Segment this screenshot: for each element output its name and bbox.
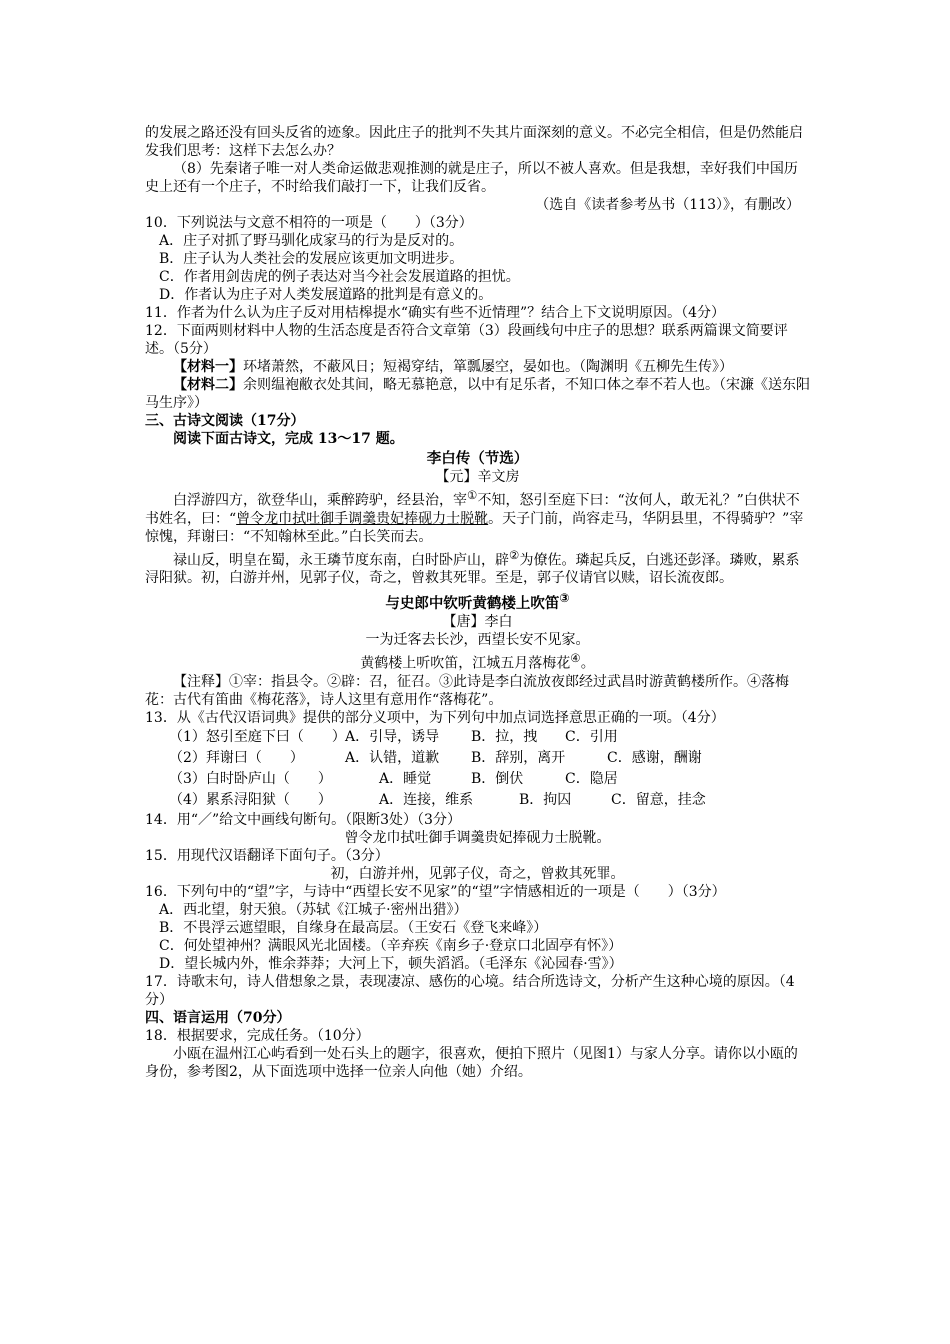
q13-item-2-option-a: A．认错，道歉 [345, 749, 440, 766]
q10-option-a: A．庄子对抓了野马驯化成家马的行为是反对的。 [159, 233, 464, 249]
q13-item-4-option-a: A．连接，维系 [379, 791, 474, 808]
section-3-heading: 三、古诗文阅读（17分） [145, 413, 305, 429]
poem-title [145, 589, 810, 613]
underlined-sentence: 曾令龙巾拭吐御手调羹贵妃捧砚力士脱靴 [236, 510, 489, 527]
footnote-marker-1: ① [467, 488, 478, 502]
q13-item-3-option-c: C．隐居 [565, 770, 618, 787]
exam-page [145, 124, 810, 1081]
section-3-instruction: 阅读下面古诗文，完成 13～17 题。 [173, 431, 404, 447]
q13-item-3-option-a: A．睡觉 [379, 770, 432, 787]
poem-notes: 【注释】①宰：指县令。②辟：召，征召。③此诗是李白流放夜郎经过武昌时游黄鹤楼所作。④落梅花：古代有笛曲《梅花落》，诗人这里有意用作“落梅花”。 [145, 673, 789, 708]
q10-option-c: C．作者用剑齿虎的例子表达对当今社会发展道路的担忧。 [159, 269, 520, 285]
q13-item-4 [145, 790, 810, 811]
q12-material-2 [145, 376, 810, 412]
q16-option-c: C．何处望神州？满眼风光北固楼。（辛弃疾《南乡子·登京口北固亭有怀》） [159, 937, 623, 954]
q13-item-2-question: （2）拜谢曰（ ） [169, 749, 304, 766]
q17-stem: 17．诗歌末句，诗人借想象之景，表现凄凉、感伤的心境。结合所选诗文，分析产生这种心境的原因。（4分） [145, 973, 795, 1008]
q10-stem: 10．下列说法与文意不相符的一项是（ ）（3分） [145, 215, 473, 231]
q14-stem: 14．用“／”给文中画线句断句。（限断3处）（3分） [145, 811, 461, 828]
poem-line-2-text: 黄鹤楼上听吹笛，江城五月落梅花 [360, 655, 571, 672]
poem-title-text: 与史郎中钦听黄鹤楼上吹笛 [385, 596, 560, 613]
q16-option-b: B．不畏浮云遮望眼，自缘身在最高层。（王安石《登飞来峰》） [159, 919, 548, 936]
q13-item-2-option-b: B．辞别，离开 [471, 749, 566, 766]
q10-option-d: D．作者认为庄子对人类发展道路的批判是有意义的。 [159, 287, 493, 303]
q14-sentence: 曾令龙巾拭吐御手调羹贵妃捧砚力士脱靴。 [344, 829, 611, 846]
passage-paragraph-8: （8）先秦诸子唯一对人类命运做悲观推测的就是庄子，所以不被人喜欢。但是我想，幸好我们中国历史上还有一个庄子，不时给我们敲打一下，让我们反省。 [145, 161, 798, 195]
material-2-text: 余则缊袍敝衣处其间，略无慕艳意，以中有足乐者，不知口体之奉不若人也。（宋濂《送东阳马生序》） [145, 377, 810, 411]
q13-stem: 13．从《古代汉语词典》提供的部分义项中，为下列句中加点词选择意思正确的一项。（4分） [145, 709, 725, 726]
text-1-p2-part-a: 禄山反，明皇在蜀，永王璘节度东南，白时卧庐山，辟 [173, 552, 509, 569]
q13-item-3 [145, 769, 810, 790]
poem-line-2-end: 。 [580, 655, 595, 672]
text-1-p2-part-b: 为僚佐。璘起兵反，白逃还彭泽。璘败，累系浔阳狱。初，白游并州，见郭子仪，奇之，曾救其死罪。至是，郭子仪请官以赎，诏长流夜郎。 [145, 552, 800, 587]
q13-item-2 [145, 748, 810, 769]
q13-item-4-option-c: C．留意，挂念 [611, 791, 706, 808]
material-2-tag: 【材料二】 [173, 377, 243, 393]
footnote-marker-2: ② [509, 547, 520, 562]
passage-source: （选自《读者参考丛书（113）》，有删改） [535, 197, 800, 213]
text-1-paragraph-2 [145, 546, 810, 588]
q12-stem: 12．下面两则材料中人物的生活态度是否符合文章第（3）段画线句中庄子的思想？联系两篇课文简要评述。（5分） [145, 323, 788, 357]
text-1-p1-part-b: 不知，怒引至庭下曰：“汝何人，敢无礼？”白供状不书姓名，曰：“ [145, 492, 800, 527]
q13-item-1-option-a: A．引导，诱导 [345, 728, 440, 745]
q10-option-b: B．庄子认为人类社会的发展应该更加文明进步。 [159, 251, 464, 267]
q13-item-1-option-c: C．引用 [565, 728, 618, 745]
q16-option-d: D．望长城内外，惟余莽莽；大河上下，顿失滔滔。（毛泽东《沁园春·雪》） [159, 955, 623, 972]
text-1-paragraph-1 [145, 486, 810, 546]
q15-stem: 15．用现代汉语翻译下面句子。（3分） [145, 847, 389, 864]
q13-item-4-question: （4）累系浔阳狱（ ） [169, 791, 332, 808]
q13-item-3-option-b: B．倒伏 [471, 770, 524, 787]
material-1-tag: 【材料一】 [173, 359, 243, 375]
poem-author: 【唐】李白 [442, 614, 513, 631]
passage-paragraph-7-continued: 的发展之路还没有回头反省的迹象。因此庄子的批判不失其片面深刻的意义。不必完全相信，但是仍然能启发我们思考：这样下去怎么办？ [145, 125, 803, 159]
q12-material-1 [145, 358, 810, 376]
text-1-author: 【元】辛文房 [435, 469, 520, 485]
material-1-text: 环堵萧然，不蔽风日；短褐穿结，箪瓢屡空，晏如也。（陶渊明《五柳先生传》） [243, 359, 733, 375]
q13-item-3-question: （3）白时卧庐山（ ） [169, 770, 332, 787]
footnote-marker-3: ③ [559, 591, 570, 606]
q18-stem: 18．根据要求，完成任务。（10分） [145, 1027, 370, 1044]
q11-stem: 11．作者为什么认为庄子反对用桔槔提水“确实有些不近情理”？结合上下文说明原因。（4分） [145, 305, 726, 321]
text-1-p1-part-a: 白浮游四方，欲登华山，乘醉跨驴，经县治，宰 [173, 492, 467, 509]
text-1-p1-part-c: 。天子门前，尚容走马，华阴县里，不得骑驴？”宰惊愧，拜谢曰：“不知翰林至此。”白长笑而去。 [145, 510, 804, 545]
poem-line-1: 一为迁客去长沙，西望长安不见家。 [365, 632, 590, 649]
text-1-title: 李白传（节选） [426, 451, 529, 467]
section-4-heading: 四、语言运用（70分） [145, 1009, 291, 1026]
poem-line-2 [145, 649, 810, 673]
q13-item-1 [145, 727, 810, 748]
q13-item-1-question: （1）怒引至庭下曰（ ） [169, 728, 346, 745]
q18-body: 小瓯在温州江心屿看到一处石头上的题字，很喜欢，便拍下照片（见图1）与家人分享。请你以小瓯的身份，参考图2，从下面选项中选择一位亲人向他（她）介绍。 [145, 1045, 798, 1080]
q15-sentence: 初，白游并州，见郭子仪，奇之，曾救其死罪。 [330, 865, 625, 882]
q16-option-a: A．西北望，射天狼。（苏轼《江城子·密州出猎》） [159, 901, 468, 918]
q13-item-1-option-b: B．拉，拽 [471, 728, 538, 745]
q13-item-4-option-b: B．拘囚 [519, 791, 572, 808]
footnote-marker-4: ④ [570, 651, 581, 666]
q13-item-2-option-c: C．感谢，酬谢 [607, 749, 702, 766]
q16-stem: 16．下列句中的“望”字，与诗中“西望长安不见家”的“望”字情感相近的一项是（ ）（3分） [145, 883, 726, 900]
